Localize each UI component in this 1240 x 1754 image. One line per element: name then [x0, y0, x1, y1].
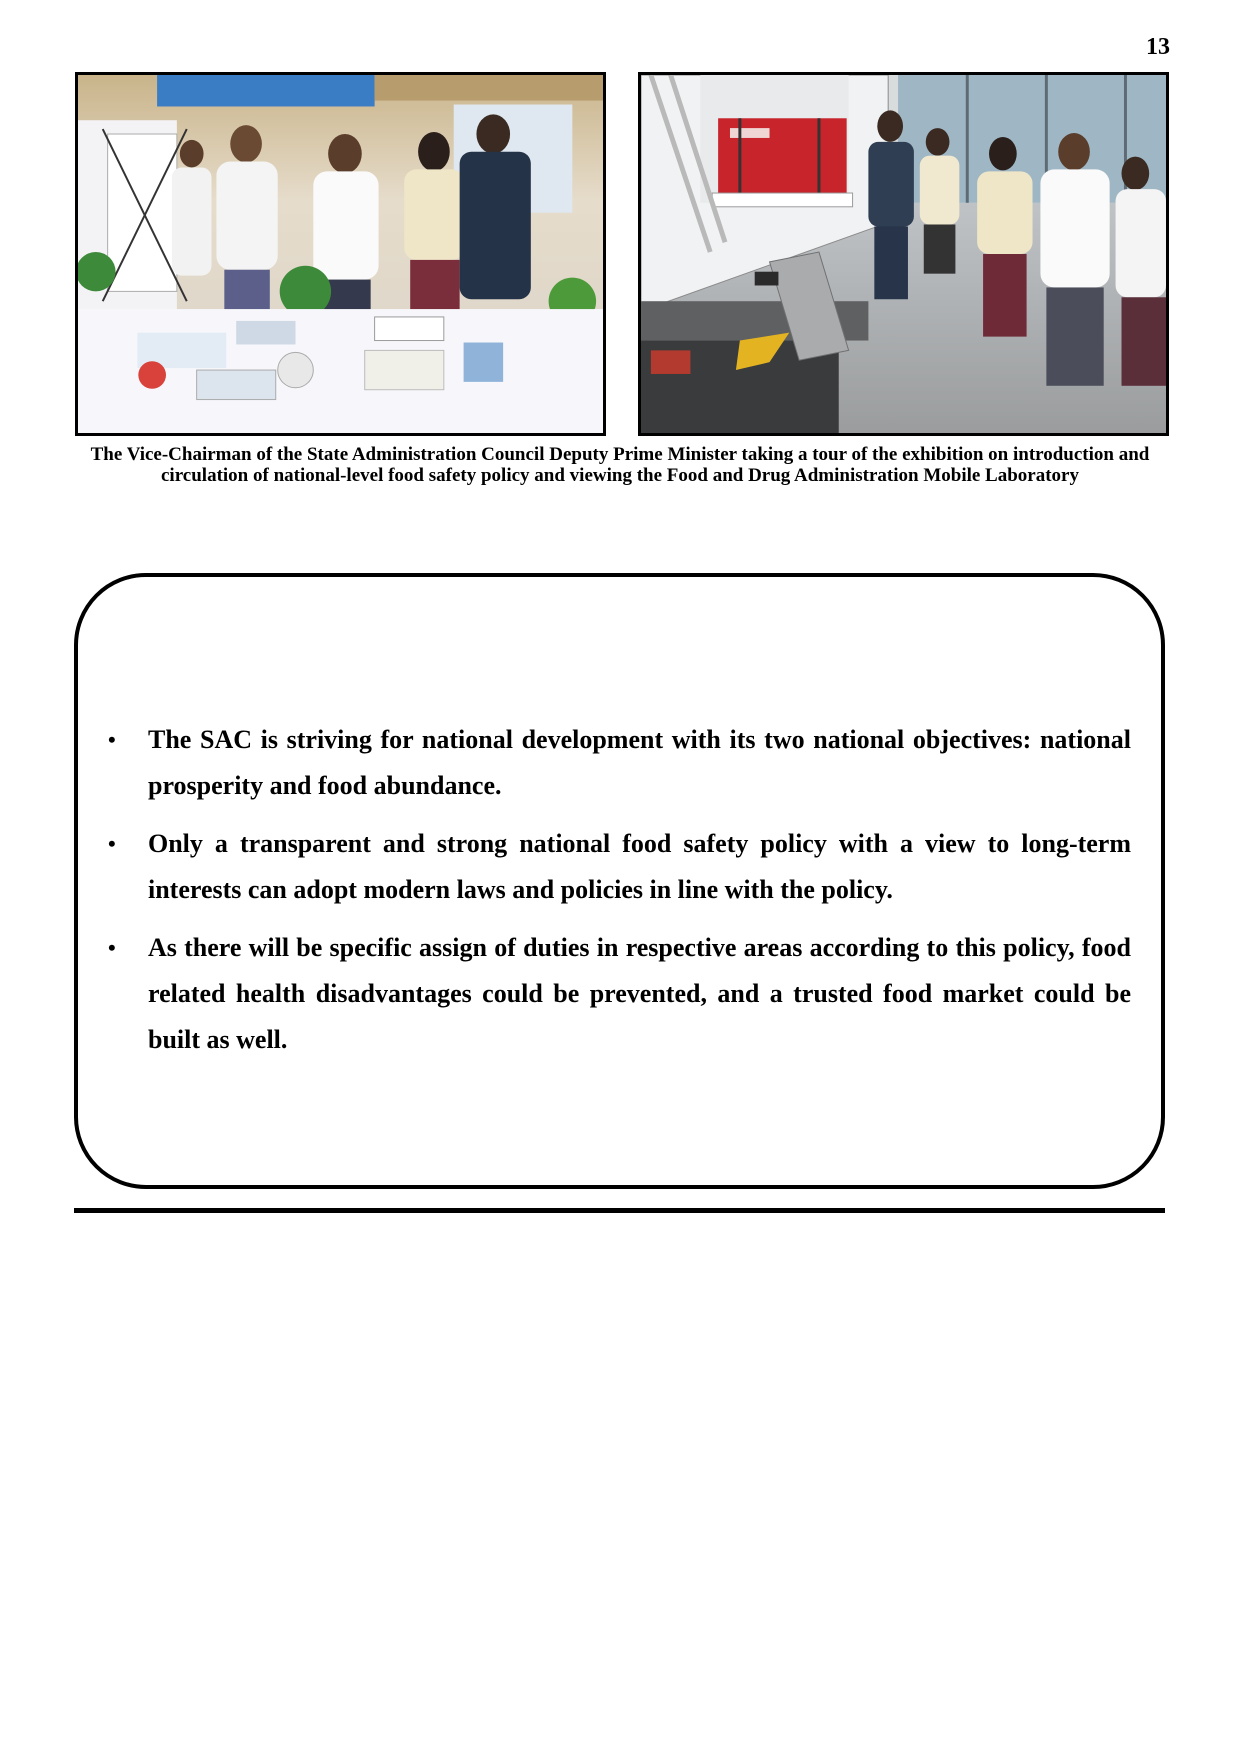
- page-number: 13: [1146, 34, 1170, 60]
- list-item-text: As there will be specific assign of duties in respective areas according to this policy, food related health disadvantages could be prevented, and a trusted food market could be built as well.: [148, 933, 1131, 1054]
- horizontal-divider: [74, 1208, 1165, 1213]
- bullet-icon: •: [108, 831, 116, 856]
- highlights-list: [108, 717, 1131, 1075]
- mobile-laboratory-photo-icon: [641, 75, 1166, 433]
- list-item: [108, 821, 1131, 913]
- exhibition-photo-icon: [78, 75, 603, 433]
- list-item: [108, 925, 1131, 1063]
- photo-caption: The Vice-Chairman of the State Administration Council Deputy Prime Minister taking a tour of the exhibition on introduction and circulation of national-level food safety policy and viewing the Food and Drug Administration Mobile Laboratory: [90, 444, 1150, 486]
- list-item-text: Only a transparent and strong national food safety policy with a view to long-term interests can adopt modern laws and policies in line with the policy.: [148, 829, 1131, 904]
- mobile-laboratory-photo: [638, 72, 1169, 436]
- list-item-text: The SAC is striving for national development with its two national objectives: national prosperity and food abundance.: [148, 725, 1131, 800]
- exhibition-photo: [75, 72, 606, 436]
- bullet-icon: •: [108, 727, 116, 752]
- highlights-box: [74, 573, 1165, 1189]
- bullet-icon: •: [108, 935, 116, 960]
- list-item: [108, 717, 1131, 809]
